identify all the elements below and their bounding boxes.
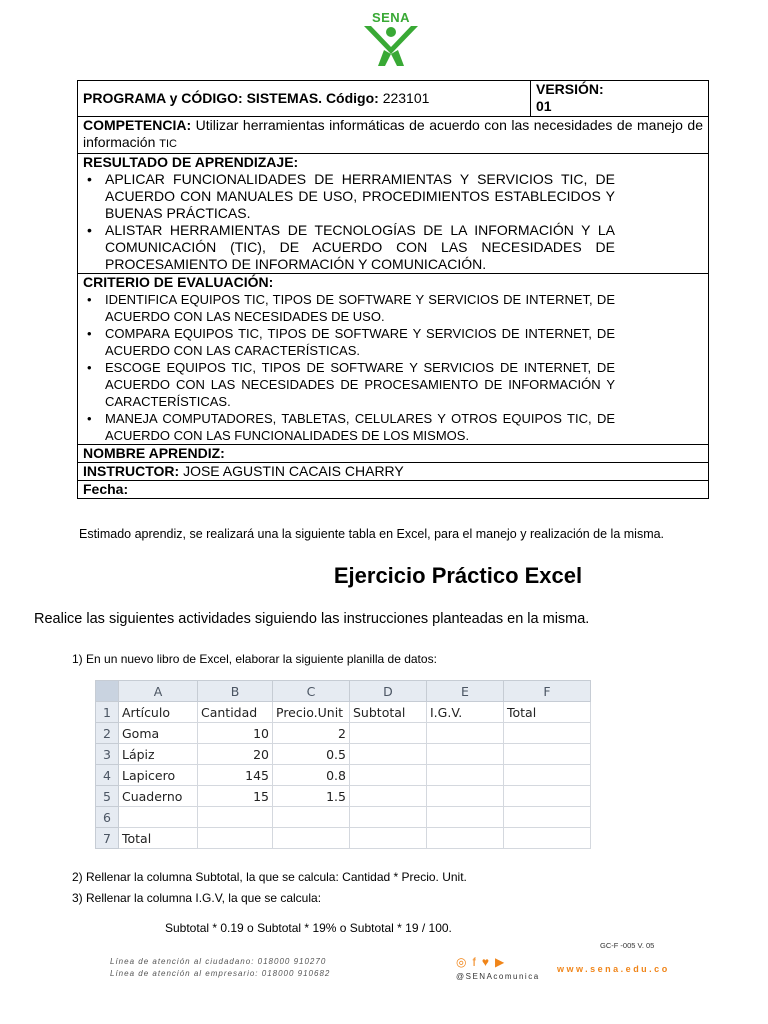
row-number: 5 (96, 786, 119, 807)
sheet-row (96, 765, 591, 786)
sheet-cell (504, 828, 591, 849)
excel-sheet-image (95, 680, 591, 849)
sheet-cell (119, 807, 198, 828)
column-header-row (96, 681, 591, 702)
sheet-cell (350, 744, 427, 765)
programa-code: 223101 (382, 90, 430, 106)
social-icons (456, 955, 510, 969)
sheet-cell: Total (119, 828, 198, 849)
contact-line-citizen: Línea de atención al ciudadano: 018000 910270 (110, 957, 327, 966)
instructor-value: JOSE AGUSTIN CACAIS CHARRY (183, 463, 404, 479)
column-header: F (504, 681, 591, 702)
course-info-table (77, 80, 709, 499)
sheet-row (96, 786, 591, 807)
sheet-cell: 10 (198, 723, 273, 744)
competencia-cell (78, 117, 709, 154)
intro-text: Estimado aprendiz, se realizará una la siguiente tabla en Excel, para el manejo y realización de la misma. (79, 527, 665, 541)
programa-label: PROGRAMA y CÓDIGO: SISTEMAS. Código: (83, 90, 379, 106)
website-link[interactable]: www.sena.edu.co (557, 964, 670, 974)
nombre-cell: NOMBRE APRENDIZ: (78, 445, 709, 463)
sheet-cell: 2 (273, 723, 350, 744)
version-value: 01 (536, 98, 552, 114)
sheet-cell (350, 828, 427, 849)
sheet-cell: 0.5 (273, 744, 350, 765)
sheet-cell: Lápiz (119, 744, 198, 765)
sheet-cell: 145 (198, 765, 273, 786)
programa-cell (78, 81, 531, 117)
competencia-text: Utilizar herramientas informáticas de acuerdo con las necesidades de manejo de información (83, 117, 704, 150)
sheet-cell (350, 807, 427, 828)
sena-logo (356, 10, 426, 68)
column-header: D (350, 681, 427, 702)
twitter-icon[interactable]: ♥ (481, 955, 495, 969)
sheet-row (96, 702, 591, 723)
row-number: 6 (96, 807, 119, 828)
resultado-cell (78, 154, 709, 274)
criterio-item: • MANEJA COMPUTADORES, TABLETAS, CELULARES Y OTROS EQUIPOS TIC, DE ACUERDO CON LAS FUNCIONALIDADES DE LOS MISMOS. (83, 410, 615, 444)
sheet-cell (350, 786, 427, 807)
contact-lines (110, 956, 330, 980)
sheet-row (96, 744, 591, 765)
sheet-cell (504, 723, 591, 744)
page-title: Ejercicio Práctico Excel (333, 563, 583, 588)
sheet-cell (504, 786, 591, 807)
criterio-list (83, 291, 703, 444)
sheet-cell: Cantidad (198, 702, 273, 723)
sheet-cell (350, 765, 427, 786)
competencia-suffix: TIC (159, 138, 177, 150)
sheet-cell: Total (504, 702, 591, 723)
criterio-item: • COMPARA EQUIPOS TIC, TIPOS DE SOFTWARE Y SERVICIOS DE INTERNET, DE ACUERDO CON LAS CARACTERÍSTICAS. (83, 325, 615, 359)
sheet-cell (427, 828, 504, 849)
column-header: A (119, 681, 198, 702)
criterio-item: • ESCOGE EQUIPOS TIC, TIPOS DE SOFTWARE Y SERVICIOS DE INTERNET, DE ACUERDO CON LAS NECESIDADES DE PROCESAMIENTO DE INFORMACIÓN Y CARACTERÍSTICAS. (83, 359, 615, 410)
facebook-icon[interactable]: f (472, 955, 482, 969)
column-header: C (273, 681, 350, 702)
sheet-cell (273, 807, 350, 828)
version-cell (531, 81, 709, 117)
select-all-corner (96, 681, 119, 702)
document-code: GC-F -005 V. 05 (600, 941, 655, 950)
instructor-cell (78, 463, 709, 481)
step-1: 1) En un nuevo libro de Excel, elaborar la siguiente planilla de datos: (72, 652, 437, 666)
sheet-cell (427, 786, 504, 807)
step-2: 2) Rellenar la columna Subtotal, la que se calcula: Cantidad * Precio. Unit. (72, 870, 467, 884)
igv-formula: Subtotal * 0.19 o Subtotal * 19% o Subtotal * 19 / 100. (165, 921, 452, 935)
fecha-cell: Fecha: (78, 481, 709, 499)
competencia-label: COMPETENCIA: (83, 117, 192, 133)
row-number: 7 (96, 828, 119, 849)
column-header: E (427, 681, 504, 702)
sheet-cell: 15 (198, 786, 273, 807)
column-header: B (198, 681, 273, 702)
sheet-cell (427, 744, 504, 765)
criterio-item: • IDENTIFICA EQUIPOS TIC, TIPOS DE SOFTWARE Y SERVICIOS DE INTERNET, DE ACUERDO CON LAS NECESIDADES DE USO. (83, 291, 615, 325)
sheet-cell: Precio.Unit (273, 702, 350, 723)
sheet-cell: 1.5 (273, 786, 350, 807)
sheet-cell: I.G.V. (427, 702, 504, 723)
sheet-cell: Goma (119, 723, 198, 744)
sheet-cell: 0.8 (273, 765, 350, 786)
instagram-icon[interactable]: ◎ (456, 955, 473, 969)
sheet-cell: Cuaderno (119, 786, 198, 807)
sheet-cell (427, 765, 504, 786)
youtube-icon[interactable]: ▶ (494, 955, 511, 969)
instructions-text: Realice las siguientes actividades siguiendo las instrucciones planteadas en la misma. (34, 611, 590, 627)
sheet-row (96, 807, 591, 828)
sheet-cell (427, 807, 504, 828)
logo-text: SENA (371, 10, 411, 25)
sheet-cell (504, 765, 591, 786)
sheet-cell (427, 723, 504, 744)
sheet-cell (504, 807, 591, 828)
row-number: 3 (96, 744, 119, 765)
sheet-cell (198, 828, 273, 849)
sheet-cell (504, 744, 591, 765)
row-number: 1 (96, 702, 119, 723)
sheet-row (96, 828, 591, 849)
version-label: VERSIÓN: (536, 81, 604, 97)
resultado-item: • APLICAR FUNCIONALIDADES DE HERRAMIENTAS Y SERVICIOS TIC, DE ACUERDO CON MANUALES DE USO, PROCEDIMIENTOS ESTABLECIDOS Y BUENAS PRÁCTICAS. (83, 171, 615, 222)
resultado-list (83, 171, 703, 273)
sheet-cell: Subtotal (350, 702, 427, 723)
resultado-item: • ALISTAR HERRAMIENTAS DE TECNOLOGÍAS DE LA INFORMACIÓN Y LA COMUNICACIÓN (TIC), DE ACUERDO CON LAS NECESIDADES DE PROCESAMIENTO DE INFORMACIÓN Y COMUNICACIÓN. (83, 222, 615, 273)
social-handle: @SENAcomunica (456, 972, 540, 981)
sheet-cell: 20 (198, 744, 273, 765)
criterio-cell (78, 274, 709, 445)
contact-line-business: Línea de atención al empresario: 018000 910682 (110, 969, 331, 978)
resultado-label: RESULTADO DE APRENDIZAJE: (83, 154, 299, 170)
sheet-row (96, 723, 591, 744)
sheet-cell: Lapicero (119, 765, 198, 786)
sheet-cell (198, 807, 273, 828)
step-3: 3) Rellenar la columna I.G.V, la que se calcula: (72, 891, 322, 905)
sheet-cell (273, 828, 350, 849)
row-number: 2 (96, 723, 119, 744)
row-number: 4 (96, 765, 119, 786)
sheet-cell (350, 723, 427, 744)
criterio-label: CRITERIO DE EVALUACIÓN: (83, 274, 274, 290)
instructor-label: INSTRUCTOR: (83, 463, 180, 479)
sheet-cell: Artículo (119, 702, 198, 723)
